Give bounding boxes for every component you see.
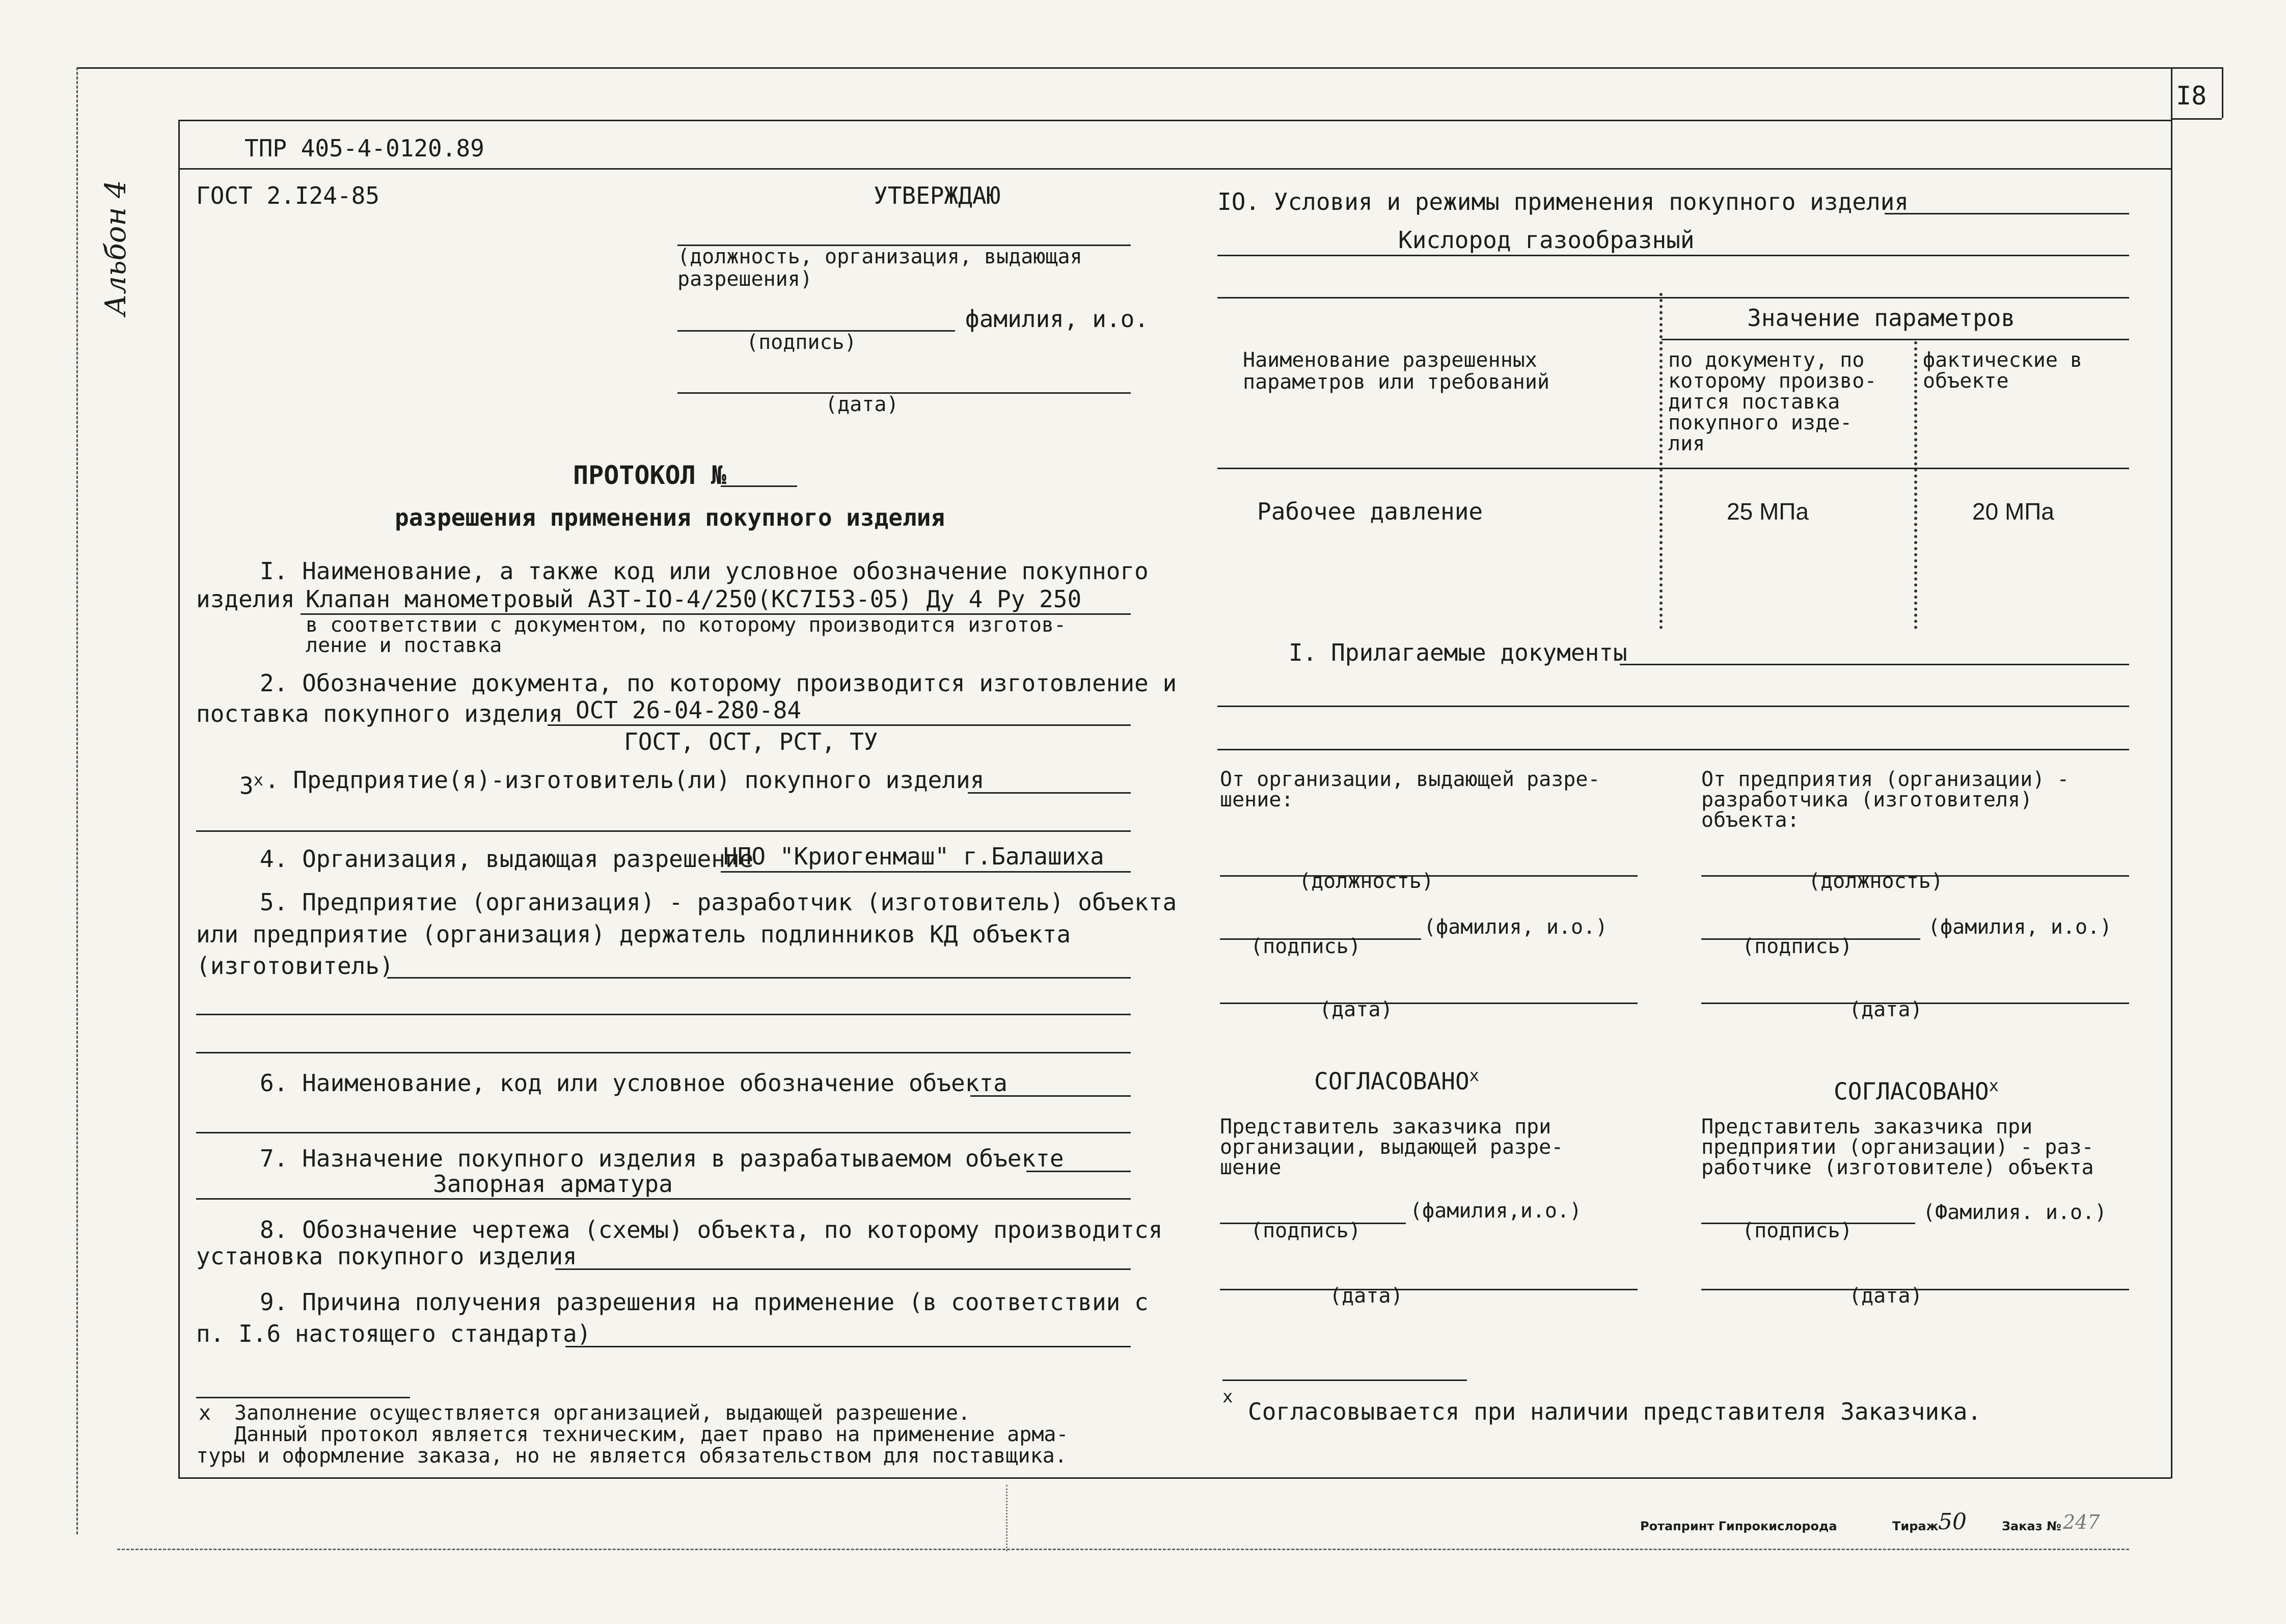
item3-num: 3$^x$ [239,770,263,800]
item8-line2: установка покупного изделия [196,1242,577,1270]
table-col2-header-line4: покупного изде- [1668,411,1853,435]
item1-value: Клапан манометровый АЗТ-IO-4/250(КС7I53-05) Ду 4 Ру 250 [306,585,1082,613]
footnote-left-line3: туры и оформление заказа, но не является обязательством для поставщика. [196,1444,1067,1468]
footnote-left-line2: Данный протокол является техническим, дает право на применение арма- [234,1423,1069,1446]
rep-left-name-caption: (фамилия,и.о.) [1410,1199,1582,1223]
table-col2-header-line2: которому произво- [1668,369,1877,393]
table-col1-header-line1: Наименование разрешенных [1243,348,1537,372]
item10-text: IO. Условия и режимы применения покупного изделия [1217,188,1909,215]
item4-value: НПО "Криогенмаш" г.Балашиха [723,843,1104,870]
footnote-left-mark: x [199,1401,211,1425]
footnote-right-mark: x [1222,1387,1233,1407]
right-signature-caption: (подпись) [1742,935,1853,958]
rep-right-name-caption: (Фамилия. и.о.) [1923,1201,2107,1224]
approve-signature-caption: (подпись) [746,331,857,354]
item1-line1: I. Наименование, а также код или условное обозначение покупного [260,557,1149,585]
imprint-printer: Ротапринт Гипрокислорода [1640,1519,1837,1533]
left-name-caption: (фамилия, и.о.) [1424,915,1608,939]
developer-line1: От предприятия (организации) - [1701,768,2070,791]
item5-line3: (изготовитель) [196,952,394,980]
rep-left-date-caption: (дата) [1329,1284,1403,1308]
rep-left-line2: организации, выдающей разре- [1220,1135,1564,1159]
table-col2-header-line3: дится поставка [1668,390,1840,414]
item1-note: в соответствии с документом, по которому производится изготов- [306,613,1067,637]
developer-line2: разработчика (изготовителя) [1701,788,2033,811]
rep-right-line3: работчике (изготовителе) объекта [1701,1156,2094,1179]
approve-title: УТВЕРЖДАЮ [874,182,1001,209]
rep-right-line1: Представитель заказчика при [1701,1115,2033,1139]
agreed-left: СОГЛАСОВАНО$^x$ [1314,1066,1479,1095]
right-name-caption: (фамилия, и.о.) [1928,915,2112,939]
item7-text: 7. Назначение покупного изделия в разрабатываемом объекте [260,1145,1064,1172]
item2-prefix: поставка покупного изделия [196,700,563,727]
table-col2-header-line1: по документу, по [1668,348,1865,372]
left-date-caption: (дата) [1319,998,1393,1021]
imprint-run-label: Тираж [1892,1519,1939,1533]
item2-caption: ГОСТ, ОСТ, РСТ, ТУ [624,728,878,755]
right-date-caption: (дата) [1849,998,1923,1021]
item3-text: . Предприятие(я)-изготовитель(ли) покупного изделия [265,766,985,794]
item11-text: I. Прилагаемые документы [1289,639,1627,666]
item9-line1: 9. Причина получения разрешения на применение (в соответствии с [260,1288,1149,1316]
item10-value: Кислород газообразный [1398,226,1695,254]
item5-line1: 5. Предприятие (организация) - разработчик (изготовитель) объекта [260,888,1177,916]
footnote-right-text: Согласовывается при наличии представителя Заказчика. [1248,1398,1982,1425]
developer-line3: объекта: [1701,808,1800,832]
item2-line1: 2. Обозначение документа, по которому производится изготовление и [260,669,1177,697]
approve-date-caption: (дата) [825,393,899,416]
approve-position-caption: (должность, организация, выдающая разрешения) [677,245,1082,291]
left-signature-caption: (подпись) [1250,935,1361,958]
item4-text: 4. Организация, выдающая разрешение [260,845,754,873]
album-side-label: Альбон 4 [99,180,132,316]
org-issuing-line1: От организации, выдающей разре- [1220,768,1600,791]
rep-left-line3: шение [1220,1156,1282,1179]
right-position-caption: (должность) [1808,870,1943,893]
footnote-left-line1: Заполнение осуществляется организацией, выдающей разрешение. [234,1401,970,1425]
rep-left-line1: Представитель заказчика при [1220,1115,1552,1139]
item1-note2: ление и поставка [306,634,502,657]
protocol-subtitle: разрешения применения покупного изделия [395,504,945,531]
imprint-order-value: 247 [2063,1511,2100,1533]
table-row-actual-value: 20 МПа [1972,498,2054,525]
org-issuing-line2: шение: [1220,788,1294,811]
table-row-doc-value: 25 МПа [1727,498,1809,525]
gost-reference: ГОСТ 2.I24-85 [196,182,380,209]
rep-left-signature-caption: (подпись) [1250,1219,1361,1242]
item9-line2: п. I.6 настоящего стандарта) [196,1320,591,1347]
table-col3-header-line1: фактические в [1923,348,2083,372]
table-group-header: Значение параметров [1747,304,2016,332]
agreed-right: СОГЛАСОВАНО$^x$ [1834,1076,1999,1105]
table-col3-header-line2: объекте [1923,369,2009,393]
item7-value: Запорная арматура [433,1170,673,1198]
sheet-number: I8 [2176,81,2207,111]
item2-value: ОСТ 26-04-280-84 [576,696,802,724]
imprint-order-label: Заказ № [2002,1519,2061,1533]
imprint-run-value: 50 [1938,1509,1967,1535]
rep-right-signature-caption: (подпись) [1742,1219,1853,1242]
left-position-caption: (должность) [1299,870,1434,893]
doc-code: ТПР 405-4-0120.89 [244,134,484,162]
rep-right-line2: предприятии (организации) - раз- [1701,1135,2094,1159]
protocol-title: ПРОТОКОЛ № [573,461,727,490]
item8-line1: 8. Обозначение чертежа (схемы) объекта, по которому производится [260,1216,1163,1243]
rep-right-date-caption: (дата) [1849,1284,1923,1308]
item6-text: 6. Наименование, код или условное обозначение объекта [260,1069,1008,1097]
table-row-name: Рабочее давление [1257,498,1483,525]
table-col1-header-line2: параметров или требований [1243,370,1550,394]
item5-line2: или предприятие (организация) держатель подлинников КД объекта [196,921,1071,948]
table-col2-header-line5: лия [1668,432,1705,455]
item1-prefix: изделия [196,585,295,613]
approve-name-label: фамилия, и.о. [965,305,1149,333]
